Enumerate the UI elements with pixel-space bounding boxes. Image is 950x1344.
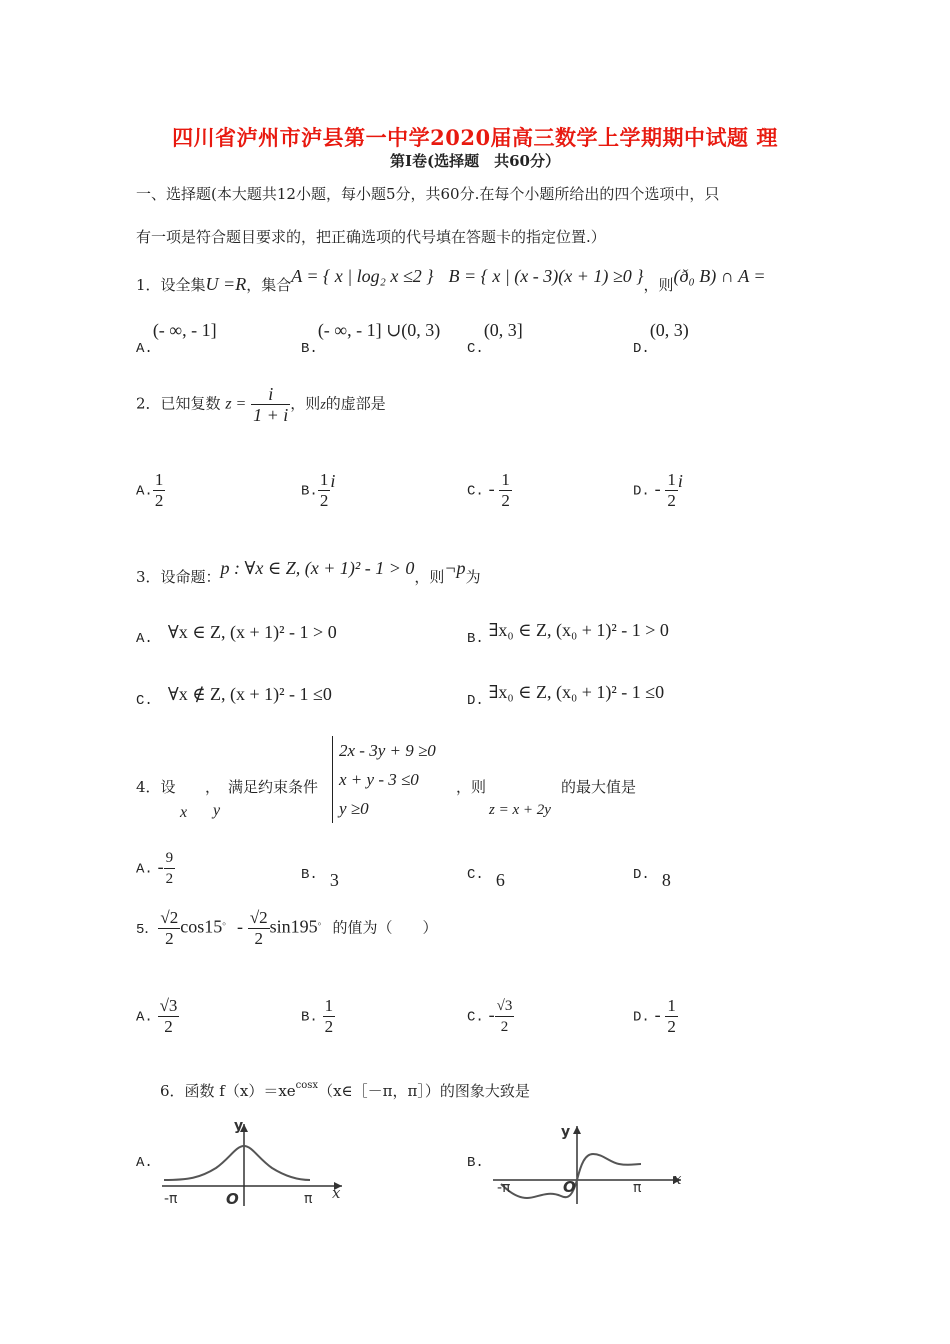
q4-option-c[interactable]: C. 6	[467, 867, 505, 890]
q1-option-c[interactable]: C.(0, 3]	[467, 320, 523, 357]
q6b-origin: O	[563, 1178, 576, 1196]
q3-option-c[interactable]: C. ∀x ∉ Z, (x + 1)² - 1 ≤0	[136, 684, 332, 709]
q6-option-a-graph[interactable]	[160, 1112, 346, 1208]
q4-comma: ，	[205, 778, 221, 796]
q6b-pi: π	[633, 1180, 642, 1196]
q1-universe: U =R	[205, 274, 247, 294]
q5-option-c[interactable]: C. - $\frac{√3}{2}$	[467, 998, 513, 1035]
q4-prefix: 4．设	[136, 778, 176, 796]
section-subtitle: 第Ⅰ卷(选择题 共60分）	[390, 152, 560, 170]
q6-option-b-label[interactable]: B.	[467, 1155, 484, 1171]
q6b-y-label: y	[561, 1124, 571, 1140]
q5-option-a[interactable]: A. $\frac{√3}{2}$	[136, 996, 178, 1036]
q4-then: ，则	[456, 778, 487, 796]
q5-option-d[interactable]: D. - $\frac{1}{2}$	[633, 996, 676, 1036]
q3-option-b[interactable]: B. ∃x₀ ∈ Z, (x₀ + 1)² - 1 > 0	[467, 620, 669, 647]
section-intro-line1: 一、选择题(本大题共12小题，每小题5分，共60分.在每个小题所给出的四个选项中，只	[136, 185, 720, 203]
q4-objective: z = x + 2y	[489, 802, 551, 818]
q1-option-c-text: (0, 3]	[483, 320, 523, 340]
q1-option-d[interactable]: D.(0, 3)	[633, 320, 689, 357]
q4-mid: 满足约束条件	[228, 778, 319, 796]
q1-set-a: A = { x | log₂ x ≤2 }	[291, 266, 434, 286]
q6a-origin: O	[226, 1190, 239, 1208]
q6a-pi: π	[304, 1191, 313, 1207]
q2-option-c[interactable]: C. - $\frac{1}{2}$	[467, 470, 510, 510]
q4-x: x	[180, 804, 188, 821]
q6-option-b-graph[interactable]	[491, 1118, 689, 1208]
q1-set-b: B = { x | (x - 3)(x + 1) ≥0 }	[448, 266, 644, 286]
q4-option-a[interactable]: A. - $\frac{9}{2}$	[136, 850, 174, 887]
q1-option-d-text: (0, 3)	[649, 320, 689, 340]
q1-stem	[136, 266, 766, 295]
q3-option-a[interactable]: A. ∀x ∈ Z, (x + 1)² - 1 > 0	[136, 622, 337, 647]
q4-y: y	[213, 802, 221, 819]
q3-option-d[interactable]: D. ∃x₀ ∈ Z, (x₀ + 1)² - 1 ≤0	[467, 682, 665, 709]
q4-suffix: 的最大值是	[561, 778, 637, 796]
q1-prefix: 1．设全集	[136, 276, 206, 294]
q2-z: z =	[225, 395, 247, 413]
q6a-y-label: y	[234, 1118, 244, 1134]
q1-then: ，则	[643, 276, 674, 294]
q2-stem: 2．已知复数 z = $\frac{i}{1 + i}$ ，则z的虚部是	[136, 384, 386, 425]
q4-option-b[interactable]: B. 3	[301, 867, 339, 890]
q6a-negpi: -π	[164, 1191, 178, 1207]
q1-expr: (ð₀ B) ∩ A =	[673, 266, 766, 286]
q3-stem: 3．设命题：p : ∀x ∈ Z, (x + 1)² - 1 > 0，则¬p为	[136, 558, 481, 586]
q2-option-b[interactable]: B. $\frac{1}{2}$ i	[301, 470, 336, 510]
q4-constraint-system: 2x - 3y + 9 ≥0 x + y - 3 ≤0 y ≥0	[332, 736, 436, 823]
q1-option-a[interactable]: A.(- ∞, - 1]	[136, 320, 217, 357]
q1-option-a-text: (- ∞, - 1]	[152, 320, 217, 340]
q1-option-b-text: (- ∞, - 1] ∪(0, 3)	[317, 320, 441, 340]
q6b-negpi: -π	[497, 1180, 511, 1196]
q1-mid: ，集合	[246, 276, 292, 294]
q3-prop: p : ∀x ∈ Z, (x + 1)² - 1 > 0	[220, 558, 415, 578]
q2-option-d[interactable]: D. - $\frac{1}{2}$ i	[633, 470, 683, 510]
q5-stem: 5． $\frac{√2}{2}$ cos15。 - $\frac{√2}{2}$ sin195。 的值为（ ）	[136, 908, 438, 948]
q1-option-b[interactable]: B.(- ∞, - 1] ∪(0, 3)	[301, 320, 441, 357]
q2-fraction: $\frac{i}{1 + i}$	[253, 384, 289, 425]
section-intro-line2: 有一项是符合题目要求的，把正确选项的代号填在答题卡的指定位置.）	[136, 228, 606, 246]
q6b-x-label: x	[673, 1170, 682, 1188]
q4-option-d[interactable]: D. 8	[633, 867, 671, 890]
q6-option-a-label[interactable]: A.	[136, 1155, 153, 1171]
q6a-x-label: x	[332, 1184, 341, 1202]
q5-option-b[interactable]: B. $\frac{1}{2}$	[301, 996, 334, 1036]
document-title: 四川省泸州市泸县第一中学2020届高三数学上学期期中试题 理	[172, 125, 778, 150]
q6-stem: 6．函数 $f(x)=xe^{cosx}(x\in[-\pi$，π］）的图象大致是	[160, 1080, 530, 1100]
q2-option-a[interactable]: A. $\frac{1}{2}$	[136, 470, 164, 510]
